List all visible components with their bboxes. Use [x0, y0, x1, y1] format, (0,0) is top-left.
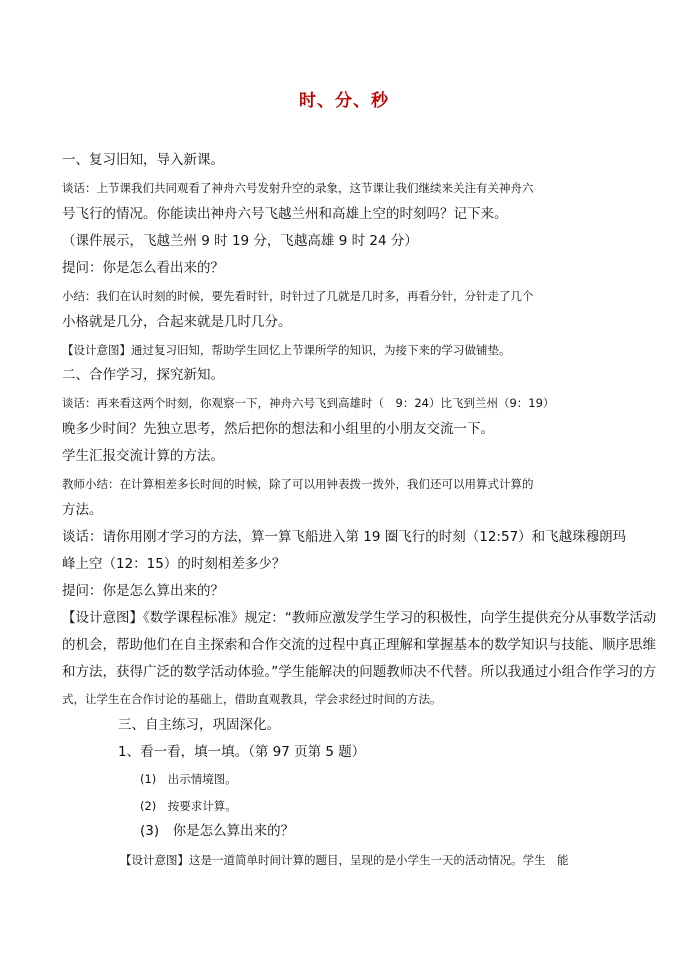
- section-heading-3: 三、自主练习，巩固深化。: [118, 717, 280, 733]
- design-intent-line: 【设计意图】这是一道简单时间计算的题目，呈现的是小学生一天的活动情况。学生 能: [120, 853, 569, 867]
- paragraph-line: 小格就是几分，合起来就是几时几分。: [62, 314, 292, 330]
- paragraph-line: 方法。: [62, 502, 103, 518]
- paragraph-line: 谈话：再来看这两个时刻，你观察一下，神舟六号飞到高雄时（ 9：24）比飞到兰州（9：19）: [62, 396, 555, 410]
- paragraph-line: 提问：你是怎么算出来的？: [62, 583, 224, 599]
- section-heading-1: 一、复习旧知，导入新课。: [62, 152, 224, 168]
- paragraph-line: （课件展示，飞越兰州 9 时 19 分，飞越高雄 9 时 24 分）: [62, 233, 418, 249]
- paragraph-line: 峰上空（12：15）的时刻相差多少？: [62, 556, 286, 572]
- paragraph-line: 式，让学生在合作讨论的基础上，借助直观教具，学会求经过时间的方法。: [62, 692, 442, 706]
- section-heading-2: 二、合作学习，探究新知。: [62, 367, 224, 383]
- paragraph-line: 和方法，获得广泛的数学活动体验。”学生能解决的问题教师决不代替。所以我通过小组合作学习的方: [62, 664, 657, 680]
- paragraph-line: 教师小结：在计算相差多长时间的时候，除了可以用钟表拨一拨外，我们还可以用算式计算的: [62, 477, 534, 491]
- exercise-subitem: (2) 按要求计算。: [140, 799, 237, 813]
- paragraph-line: 的机会，帮助他们在自主探索和合作交流的过程中真正理解和掌握基本的数学知识与技能、顺序思维: [62, 637, 656, 653]
- paragraph-line: 谈话：请你用刚才学习的方法，算一算飞船进入第 19 圈飞行的时刻（12:57）和飞越珠穆朗玛: [62, 529, 627, 545]
- exercise-item: 1、看一看，填一填。（第 97 页第 5 题）: [118, 744, 366, 760]
- paragraph-line: 晚多少时间？先独立思考，然后把你的想法和小组里的小朋友交流一下。: [62, 421, 494, 437]
- exercise-subitem: (1) 出示情境图。: [140, 772, 237, 786]
- design-intent-line: 【设计意图】通过复习旧知，帮助学生回忆上节课所学的知识，为接下来的学习做铺垫。: [62, 343, 511, 357]
- paragraph-line: 谈话：上节课我们共同观看了神舟六号发射升空的录象，这节课让我们继续来关注有关神舟六: [62, 181, 534, 195]
- page-title: 时、分、秒: [299, 91, 389, 111]
- design-intent-line: 【设计意图】《数学课程标准》规定：“教师应激发学生学习的积极性，向学生提供充分从事数学活动: [62, 610, 657, 626]
- paragraph-line: 学生汇报交流计算的方法。: [62, 448, 224, 464]
- paragraph-line: 号飞行的情况。你能读出神舟六号飞越兰州和高雄上空的时刻吗？记下来。: [62, 206, 508, 222]
- paragraph-line: 提问：你是怎么看出来的？: [62, 260, 224, 276]
- paragraph-line: 小结：我们在认时刻的时候，要先看时针，时针过了几就是几时多，再看分针，分针走了几个: [62, 289, 534, 303]
- exercise-subitem: (3) 你是怎么算出来的？: [140, 823, 295, 839]
